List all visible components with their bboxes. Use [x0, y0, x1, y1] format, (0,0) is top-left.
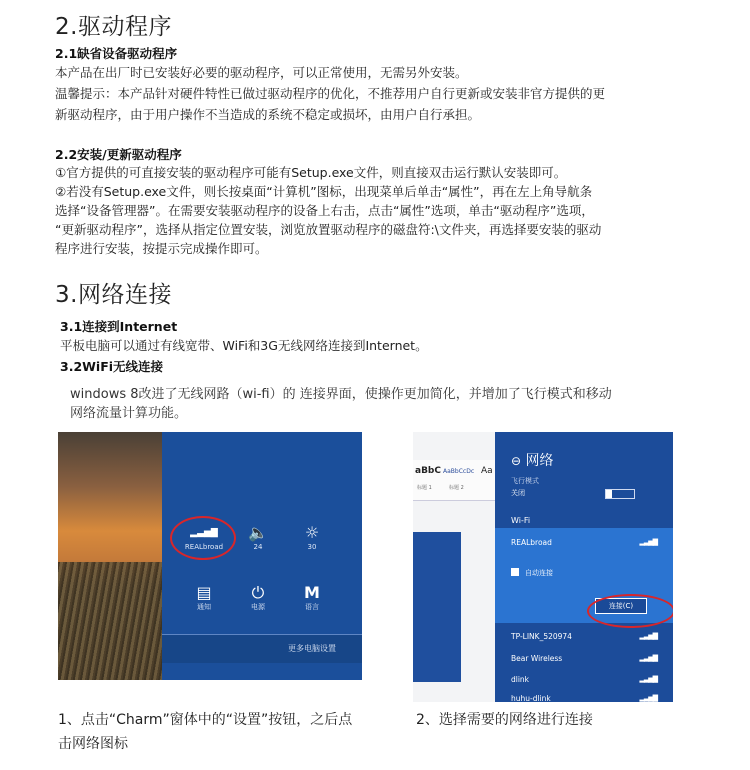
network-list-item[interactable]: Bear Wireless: [511, 654, 563, 663]
word-document-background: [413, 432, 495, 702]
notifications-icon: ▤: [196, 583, 212, 602]
paragraph-line: 程序进行安装，按提示完成操作即可。: [55, 241, 268, 256]
ribbon-style: Aa: [481, 466, 493, 476]
toggle-knob: [606, 490, 612, 498]
keyboard-icon: M: [304, 583, 320, 602]
ribbon-label: 标题 1: [417, 485, 432, 491]
tile-label: 语言: [305, 603, 319, 611]
section-title-drivers: 2.驱动程序: [55, 14, 172, 40]
tile-label: 通知: [197, 603, 211, 611]
keyboard-tile[interactable]: [292, 584, 332, 612]
caption-step-2: 2、选择需要的网络进行连接: [416, 712, 593, 728]
subsection-title-internet: 3.1连接到Internet: [60, 319, 178, 334]
paragraph-line: “更新驱动程序”，选择从指定位置安装，浏览放置驱动程序的磁盘符:\文件夹，再选择要安装的驱动: [55, 222, 602, 237]
wallpaper-reeds: [58, 562, 162, 680]
more-settings-label: 更多电脑设置: [288, 644, 336, 653]
airplane-toggle[interactable]: [605, 489, 635, 499]
signal-icon: ▂▃▅▇: [639, 694, 657, 702]
power-tile[interactable]: [238, 584, 278, 612]
notifications-tile[interactable]: [184, 584, 224, 612]
paragraph-line: ②若没有Setup.exe文件，则长按桌面“计算机”图标，出现菜单后单击“属性”，再在左上角导航条: [55, 184, 593, 199]
highlight-circle: [170, 516, 236, 560]
caption-step-1: [58, 708, 352, 756]
caption-line: 1、点击“Charm”窗体中的“设置”按钮，之后点: [58, 712, 353, 728]
network-panel-title: [511, 450, 554, 470]
doc-network-list-image: [413, 532, 461, 682]
highlight-circle: [587, 594, 673, 628]
tile-label: 30: [307, 543, 317, 551]
signal-icon: ▂▃▅▇: [639, 538, 657, 546]
ribbon-label: 标题 2: [449, 485, 464, 491]
connect-button[interactable]: 连接(C): [595, 598, 647, 614]
win8-description: [70, 385, 612, 423]
description-line: 网络流量计算功能。: [70, 406, 188, 421]
ribbon-style: aBbC: [415, 466, 441, 476]
network-list-item[interactable]: TP-LINK_520974: [511, 632, 572, 641]
airplane-mode-state: 关闭: [511, 489, 525, 497]
brightness-icon: ☼: [304, 523, 320, 542]
paragraph-line: 温馨提示：本产品针对硬件特性已做过驱动程序的优化，不推荐用户自行更新或安装非官方提供的更: [55, 86, 606, 101]
auto-connect-checkbox[interactable]: [511, 568, 519, 576]
description-line: windows 8改进了无线网路（wi-fi）的 连接界面，使操作更加简化，并增加了飞行模式和移动: [70, 387, 612, 402]
default-drivers-paragraph: [55, 63, 605, 124]
signal-icon: ▂▃▅▇: [639, 632, 657, 640]
paragraph-line: 选择“设备管理器”。在需要安装驱动程序的设备上右击，点击“属性”选项，单击“驱动程序”选项，: [55, 203, 594, 218]
signal-icon: ▂▃▅▇: [639, 675, 657, 683]
word-ribbon: [413, 460, 495, 501]
brightness-tile[interactable]: [292, 524, 332, 552]
signal-icon: ▂▃▅▇: [639, 654, 657, 662]
ribbon-style: AaBbCcDc: [443, 468, 475, 475]
install-drivers-paragraph: [55, 163, 601, 258]
panel-title-text: 网络: [525, 453, 554, 469]
charm-settings-screenshot: [58, 432, 362, 680]
tile-label: 电源: [251, 603, 265, 611]
tile-label: REALbroad: [184, 543, 224, 551]
network-name: REALbroad: [511, 538, 552, 547]
section-title-network: 3.网络连接: [55, 282, 172, 308]
internet-paragraph: 平板电脑可以通过有线宽带、WiFi和3G无线网络连接到Internet。: [60, 338, 428, 353]
network-panel-screenshot: [413, 432, 673, 702]
power-icon: ⏻: [251, 583, 265, 602]
back-arrow-icon[interactable]: ⊖: [511, 454, 522, 468]
subsection-title-install-drivers: 2.2安装/更新驱动程序: [55, 147, 182, 162]
more-pc-settings-link[interactable]: [162, 634, 362, 663]
network-list-item[interactable]: dlink: [511, 675, 530, 684]
paragraph-line: 本产品在出厂时已安装好必要的驱动程序，可以正常使用，无需另外安装。: [55, 65, 468, 80]
subsection-title-wifi: 3.2WiFi无线连接: [60, 359, 164, 374]
volume-tile[interactable]: [238, 524, 278, 552]
auto-connect-label: 自动连接: [525, 569, 553, 577]
caption-line: 击网络图标: [58, 736, 128, 752]
wifi-signal-icon: ▂▃▅▇: [190, 528, 218, 538]
tile-label: 24: [253, 543, 263, 551]
paragraph-line: 新驱动程序，由于用户操作不当造成的系统不稳定或损坏，由用户自行承担。: [55, 107, 481, 122]
network-list-item[interactable]: huhu-dlink: [511, 694, 551, 702]
airplane-mode-label: 飞行模式: [511, 477, 539, 485]
wifi-header: Wi-Fi: [511, 516, 531, 525]
paragraph-line: ①官方提供的可直接安装的驱动程序可能有Setup.exe文件，则直接双击运行默认安装即可。: [55, 165, 567, 180]
subsection-title-default-drivers: 2.1缺省设备驱动程序: [55, 46, 178, 61]
volume-icon: 🔈: [248, 523, 268, 542]
network-panel: [495, 432, 673, 702]
